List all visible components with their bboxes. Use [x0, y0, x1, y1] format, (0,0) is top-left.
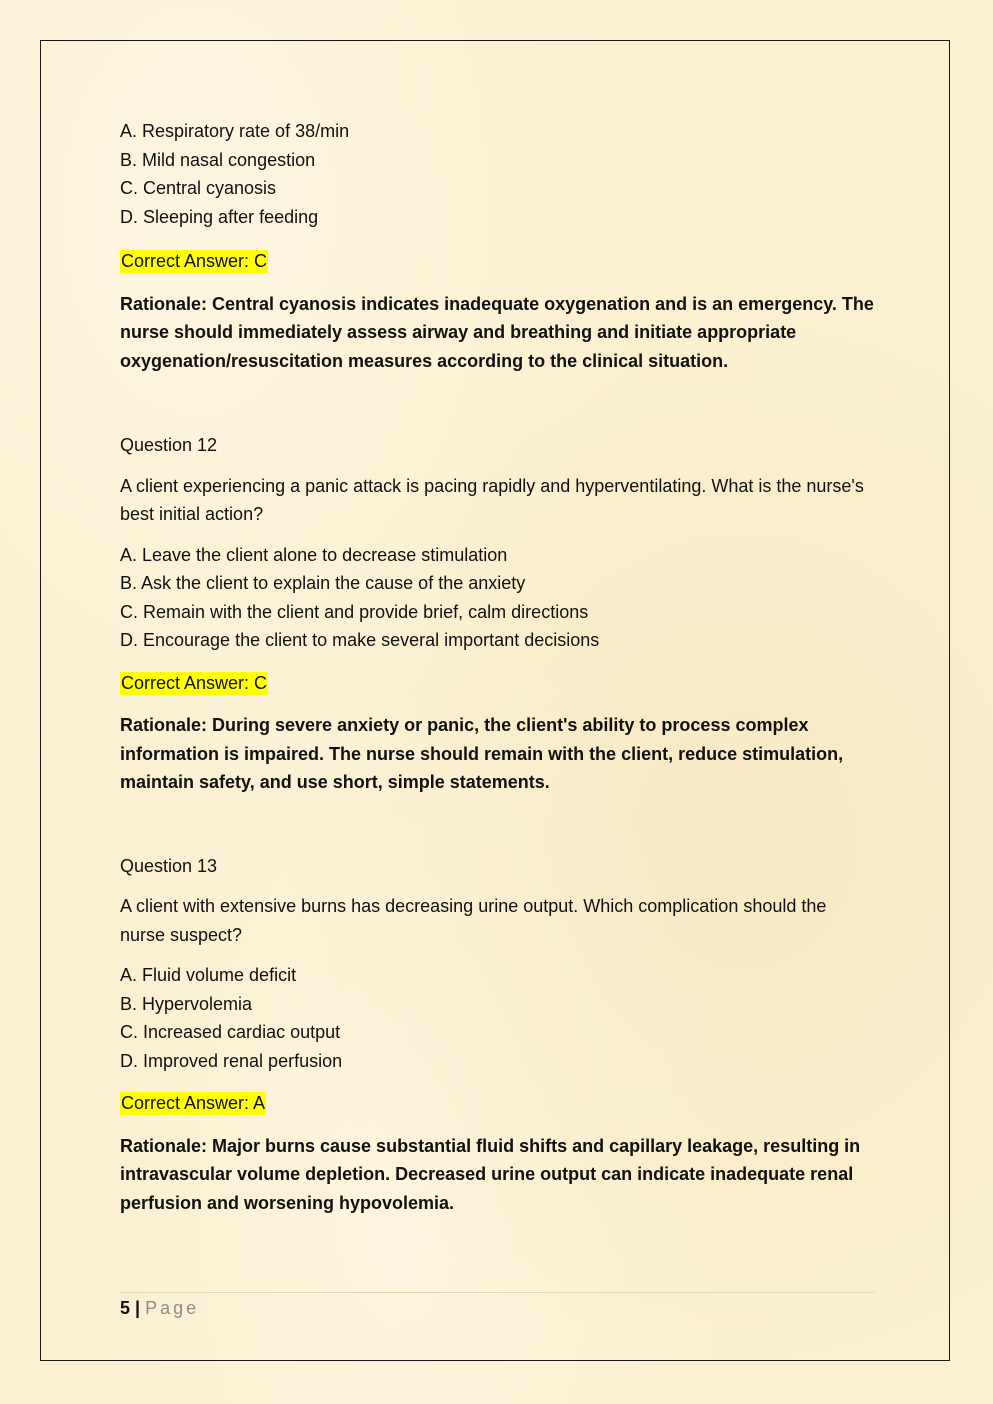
correct-answer: Correct Answer: A	[121, 1093, 266, 1113]
option-a: A. Fluid volume deficit	[120, 965, 297, 985]
page-footer	[120, 1296, 199, 1320]
option-b: B. Mild nasal congestion	[120, 149, 316, 170]
option-b: B. Hypervolemia	[120, 993, 253, 1014]
option-d: D. Improved renal perfusion	[120, 1050, 343, 1071]
option-d: D. Sleeping after feeding	[120, 206, 319, 227]
question-11-block	[120, 117, 876, 375]
page-label: Page	[145, 1298, 200, 1318]
document-body	[120, 117, 876, 1217]
option-a: A. Leave the client alone to decrease stimulation	[120, 544, 508, 565]
option-c: C. Remain with the client and provide brief, calm directions	[120, 601, 589, 622]
correct-answer: Correct Answer: C	[121, 251, 268, 271]
option-c: C. Increased cardiac output	[120, 1022, 341, 1042]
option-d: D. Encourage the client to make several important decisions	[120, 630, 600, 650]
option-a: A. Respiratory rate of 38/min	[120, 121, 350, 141]
rationale: Rationale: During severe anxiety or panic, the client's ability to process complex information is impaired. The nurse should remain with the client, reduce stimulation, maintain safety, and use short, simple statements.	[120, 715, 844, 792]
option-b: B. Ask the client to explain the cause of the anxiety	[120, 573, 526, 593]
correct-answer: Correct Answer: C	[121, 672, 268, 693]
question-text: A client experiencing a panic attack is pacing rapidly and hyperventilating. What is the nurse's best initial action?	[120, 475, 864, 524]
rationale: Rationale: Central cyanosis indicates inadequate oxygenation and is an emergency. The nurse should immediately assess airway and breathing and initiate appropriate oxygenation/resuscitation measures according to the clinical situation.	[120, 293, 874, 371]
option-list	[120, 541, 876, 655]
page-number: 5	[120, 1298, 131, 1318]
option-list	[120, 961, 876, 1075]
question-title: Question 12	[120, 435, 218, 455]
option-list	[120, 117, 876, 231]
rationale: Rationale: Major burns cause substantial fluid shifts and capillary leakage, resulting in intravascular volume depletion. Decreased urine output can indicate inadequate renal perfusion and worsening hypovolemia.	[120, 1135, 861, 1213]
footer-divider	[120, 1292, 875, 1293]
question-title: Question 13	[120, 855, 218, 876]
question-13-block	[120, 852, 876, 1218]
question-text: A client with extensive burns has decreasing urine output. Which complication should the nurse suspect?	[120, 896, 827, 945]
footer-separator: |	[135, 1298, 141, 1318]
question-12-block	[120, 431, 876, 797]
option-c: C. Central cyanosis	[120, 178, 277, 198]
